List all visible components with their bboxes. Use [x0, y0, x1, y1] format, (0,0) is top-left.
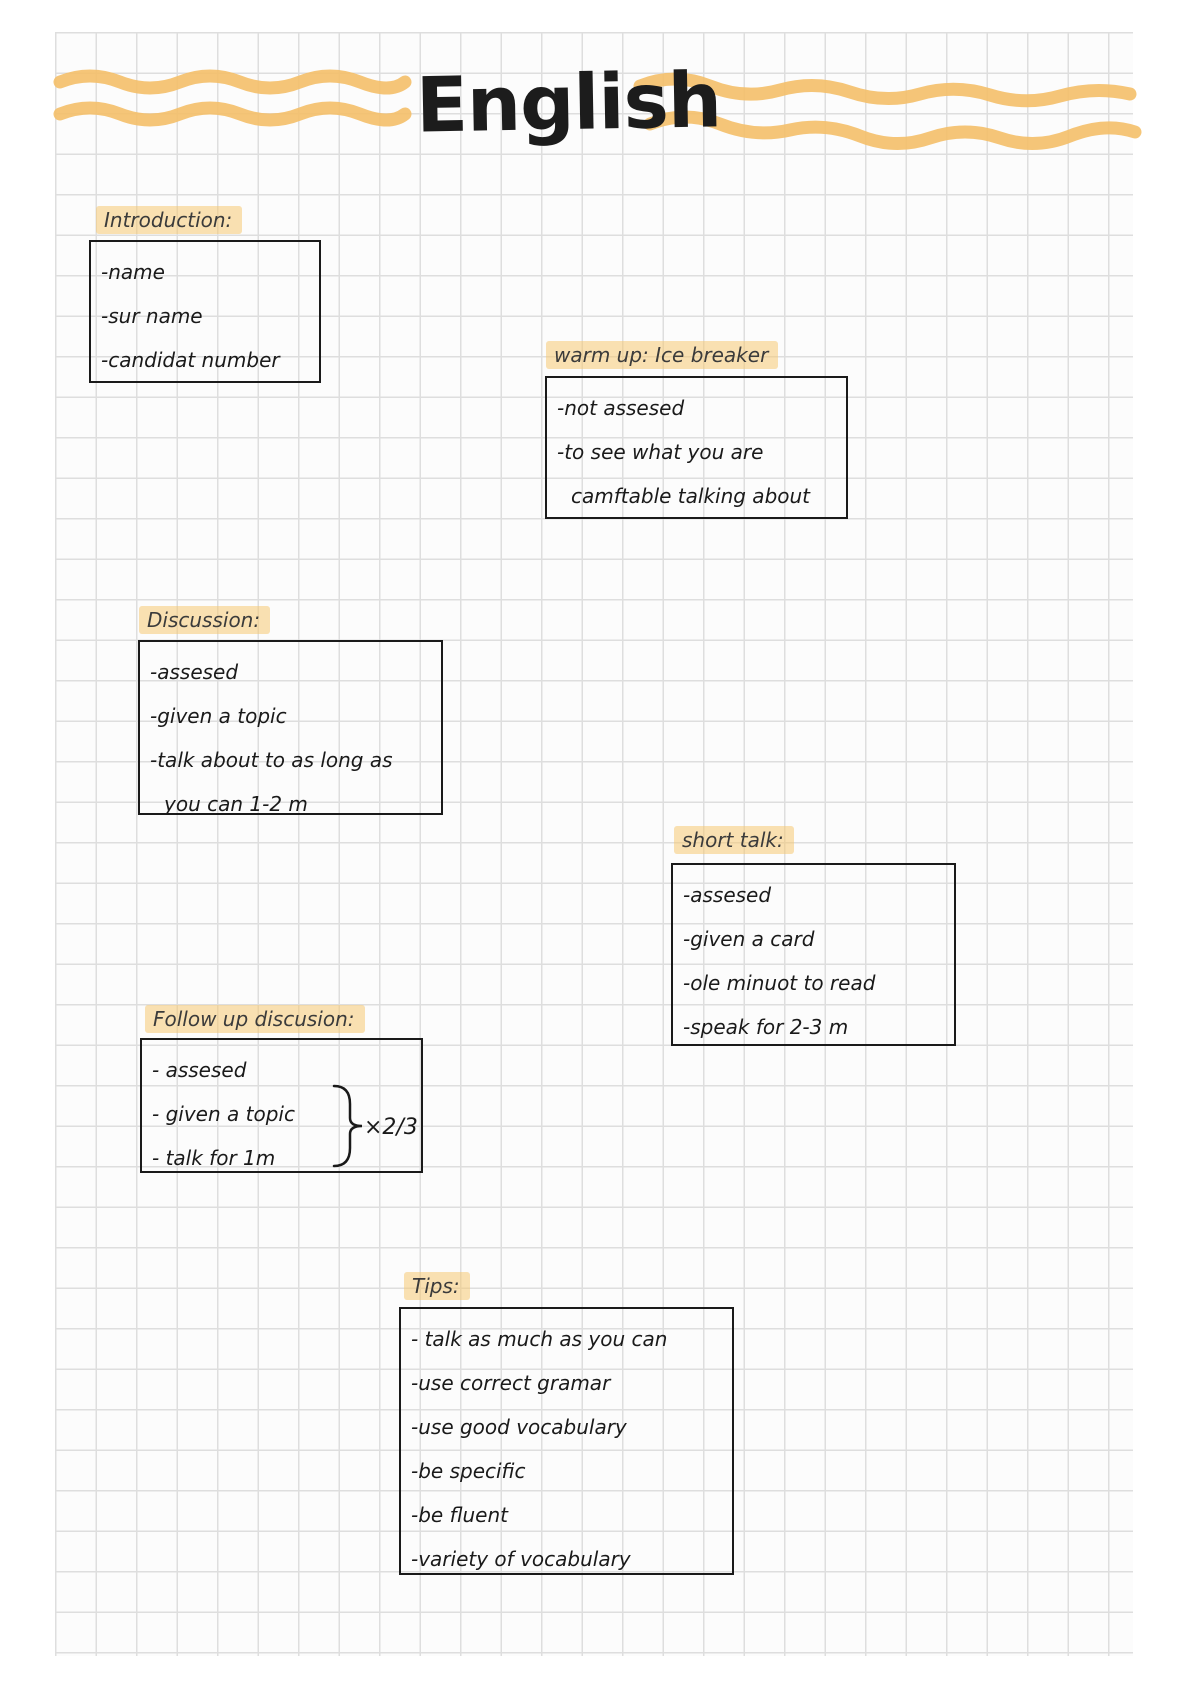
list-item: camftable talking about — [571, 484, 811, 508]
short-talk-label: short talk: — [674, 826, 794, 854]
list-item: you can 1-2 m — [164, 792, 308, 816]
introduction-label: Introduction: — [96, 206, 242, 234]
list-item: -be specific — [411, 1459, 526, 1483]
short-talk-box — [671, 863, 956, 1046]
tips-label: Tips: — [404, 1272, 470, 1300]
follow-up-label: Follow up discusion: — [145, 1005, 365, 1033]
list-item: -ole minuot to read — [683, 971, 876, 995]
warm-up-box — [545, 376, 848, 519]
list-item: -sur name — [101, 304, 203, 328]
list-item: -variety of vocabulary — [411, 1547, 631, 1571]
wave-right-bottom — [650, 117, 1135, 144]
curly-brace-icon — [330, 1080, 366, 1172]
page-title: English — [415, 55, 722, 150]
list-item: -not assesed — [557, 396, 685, 420]
warm-up-label: warm up: Ice breaker — [546, 341, 778, 369]
wave-left-bottom — [60, 108, 405, 120]
list-item: -name — [101, 260, 165, 284]
list-item: -use correct gramar — [411, 1371, 611, 1395]
list-item: -speak for 2-3 m — [683, 1015, 849, 1039]
list-item: -assesed — [150, 660, 239, 684]
list-item: - given a topic — [152, 1102, 295, 1126]
discussion-box — [138, 640, 443, 815]
list-item: -candidat number — [101, 348, 280, 372]
tips-box — [399, 1307, 734, 1575]
follow-up-box — [140, 1038, 423, 1173]
repeat-note: ×2/3 — [364, 1115, 418, 1140]
list-item: - assesed — [152, 1058, 247, 1082]
discussion-label: Discussion: — [139, 606, 270, 634]
list-item: - talk for 1m — [152, 1146, 276, 1170]
list-item: -be fluent — [411, 1503, 508, 1527]
list-item: -given a topic — [150, 704, 287, 728]
list-item: -talk about to as long as — [150, 748, 393, 772]
introduction-box — [89, 240, 321, 383]
list-item: -use good vocabulary — [411, 1415, 627, 1439]
list-item: -to see what you are — [557, 440, 764, 464]
list-item: -assesed — [683, 883, 772, 907]
list-item: - talk as much as you can — [411, 1327, 668, 1351]
list-item: -given a card — [683, 927, 815, 951]
wave-left-top — [60, 76, 405, 88]
